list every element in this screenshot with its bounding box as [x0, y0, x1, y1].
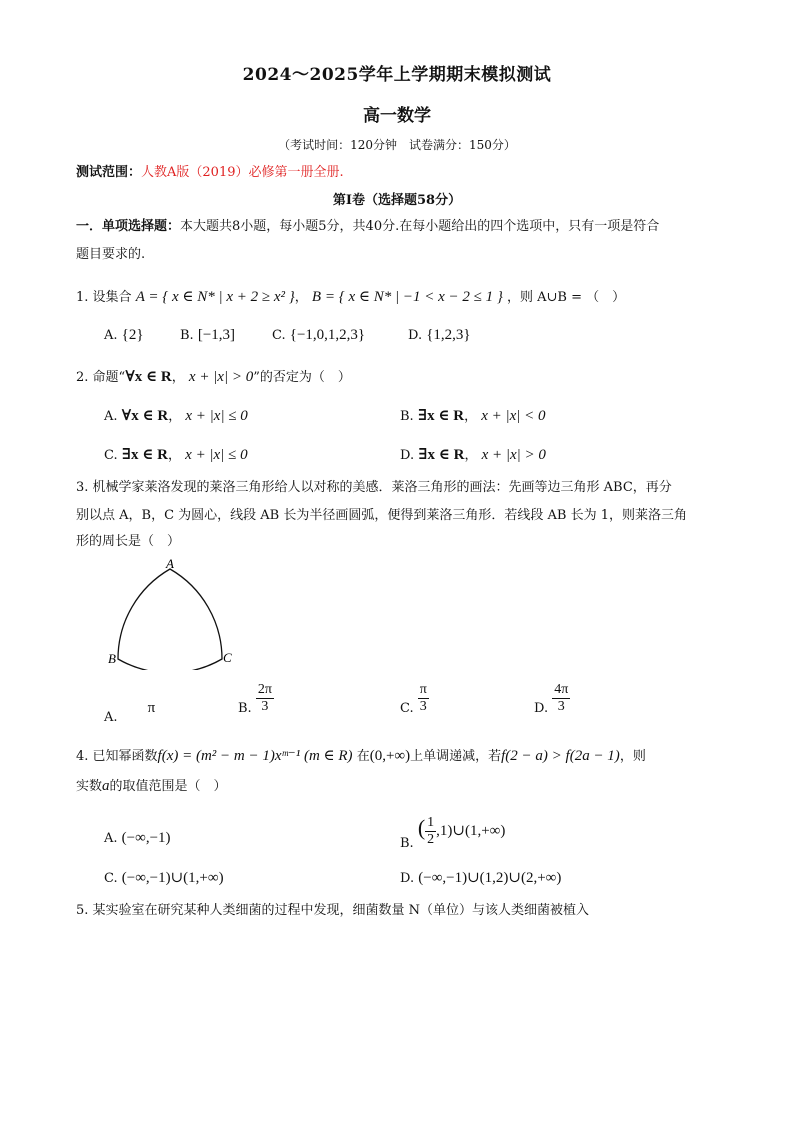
- option-fraction: [552, 682, 570, 715]
- q1-prefix: 1. 设集合: [76, 290, 132, 305]
- option-quant: ∃x ∈ R: [417, 408, 465, 424]
- option-value: [−1,3]: [197, 327, 236, 343]
- exam-info: （考试时间：120分钟 试卷满分：150分）: [278, 138, 516, 152]
- vertex-label-c: C: [223, 650, 232, 665]
- fraction-denominator: 3: [419, 699, 427, 714]
- option-sep: ，: [168, 448, 182, 463]
- q3-option-b: [238, 682, 274, 715]
- q1-suffix: ，则 A∪B = （ ）: [507, 290, 626, 305]
- option-label: A.: [104, 409, 118, 424]
- option-value: {−1,0,1,2,3}: [289, 327, 366, 343]
- option-value: π: [147, 700, 156, 716]
- option-value: {1,2,3}: [426, 327, 471, 343]
- option-label: A.: [104, 831, 118, 846]
- q2-expr2: x + |x| > 0: [188, 369, 254, 385]
- option-label: A.: [104, 328, 118, 343]
- q1-option-c: [272, 327, 365, 344]
- option-fraction: [418, 682, 429, 715]
- q4-option-d: [400, 870, 561, 887]
- fraction-denominator: 3: [557, 699, 565, 714]
- option-label: C.: [104, 448, 118, 463]
- fraction-denominator: 3: [261, 699, 269, 714]
- scope-value: 人教A版（2019）必修第一册全册.: [141, 165, 344, 180]
- option-value-rest: ,1)∪(1,+∞): [436, 823, 506, 839]
- option-expr: x + |x| ≤ 0: [185, 447, 248, 463]
- option-fraction: [256, 682, 274, 715]
- question-4-line1: [76, 748, 646, 765]
- scope-line: [76, 164, 344, 181]
- option-quant: ∃x ∈ R: [418, 447, 465, 463]
- option-sep: ，: [464, 409, 478, 424]
- q1-set-a: A = { x ∈ N* | x + 2 ≥ x² }: [135, 289, 295, 305]
- q2-suffix: ”的否定为（ ）: [253, 370, 351, 385]
- q4-suffix: ，则: [619, 749, 646, 764]
- q4-prefix: 4. 已知幂函数: [76, 749, 158, 764]
- q2-option-a: [104, 408, 248, 425]
- q3-option-a: [104, 700, 156, 725]
- q2-prefix: 2. 命题“: [76, 370, 126, 385]
- question-2-stem: [76, 369, 351, 386]
- q1-set-b: B = { x ∈ N* | −1 < x − 2 ≤ 1 }: [311, 289, 503, 305]
- fraction-numerator: 1: [427, 815, 435, 830]
- option-quant: ∀x ∈ R: [121, 408, 169, 424]
- section-intro-text: 本大题共8小题，每小题5分，共40分.在每小题给出的四个选项中，只有一项是符合: [180, 219, 660, 234]
- q4-interval: (0,+∞): [369, 748, 411, 764]
- option-label: D.: [408, 328, 423, 343]
- option-expr: x + |x| > 0: [481, 447, 546, 463]
- option-label: D.: [400, 448, 415, 463]
- fraction-numerator: π: [419, 682, 427, 697]
- option-sep: ，: [168, 409, 182, 424]
- question-3-line2: 别以点 A，B，C 为圆心，线段 AB 长为半径画圆弧，便得到莱洛三角形．若线段 AB 长为 1，则莱洛三角: [76, 508, 687, 523]
- q4-option-b: [400, 815, 506, 851]
- section-intro-line2: 题目要求的.: [76, 247, 146, 262]
- section-heading: 一．单项选择题：: [76, 219, 181, 234]
- q3-option-c: [400, 682, 429, 715]
- option-label: D.: [400, 871, 415, 886]
- q4-function: f(x) = (m² − m − 1)xᵐ⁻¹ (m ∈ R): [157, 748, 353, 764]
- q1-option-a: [104, 327, 144, 344]
- question-3-line3: 形的周长是（ ）: [76, 534, 181, 549]
- q2-option-d: [400, 447, 546, 464]
- reuleaux-triangle-figure: [100, 555, 250, 670]
- vertex-label-b: B: [108, 651, 116, 666]
- option-label: C.: [104, 871, 118, 886]
- q4-line2-suffix: 的取值范围是（ ）: [109, 779, 227, 794]
- q2-option-b: [400, 408, 546, 425]
- question-4-line2: [76, 778, 227, 795]
- option-fraction: [425, 815, 436, 848]
- option-label: A.: [104, 710, 118, 725]
- question-5-line1: 5. 某实验室在研究某种人类细菌的过程中发现，细菌数量 N（单位）与该人类细菌被植入: [76, 903, 590, 918]
- scope-label: 测试范围：: [76, 165, 142, 180]
- question-1-stem: [76, 289, 625, 306]
- q4-mid1: 在: [356, 749, 370, 764]
- q4-mid2: 上单调递减，若: [410, 749, 502, 764]
- q1-option-d: [408, 327, 471, 344]
- option-label: B.: [400, 409, 414, 424]
- option-value: (−∞,−1): [121, 830, 171, 846]
- fraction-denominator: 2: [427, 832, 435, 847]
- part-title: 第Ⅰ卷（选择题58分）: [332, 193, 462, 208]
- option-label: B.: [238, 701, 252, 716]
- option-label: D.: [534, 701, 549, 716]
- option-quant: ∃x ∈ R: [121, 447, 168, 463]
- option-label: C.: [272, 328, 286, 343]
- q3-option-d: [534, 682, 570, 715]
- option-value: (−∞,−1)∪(1,2)∪(2,+∞): [418, 870, 562, 886]
- q2-expr1: ∀x ∈ R: [125, 369, 172, 385]
- q4-variable: a: [102, 778, 110, 794]
- section-intro-line1: [76, 218, 659, 235]
- vertex-label-a: A: [166, 556, 174, 571]
- subject-title: 高一数学: [363, 106, 431, 126]
- q4-option-a: [104, 830, 171, 847]
- question-3-line1: 3. 机械学家莱洛发现的莱洛三角形给人以对称的美感．莱洛三角形的画法：先画等边三角形 ABC，再分: [76, 480, 672, 495]
- q4-option-c: [104, 870, 224, 887]
- option-expr: x + |x| < 0: [481, 408, 546, 424]
- open-paren: (: [417, 815, 426, 840]
- option-label: C.: [400, 701, 414, 716]
- option-value: {2}: [121, 327, 144, 343]
- q1-option-b: [180, 327, 235, 344]
- option-sep: ，: [464, 448, 478, 463]
- option-label: B.: [400, 836, 414, 851]
- q4-line2-prefix: 实数: [76, 779, 103, 794]
- q1-sep: ，: [294, 290, 308, 305]
- reuleaux-triangle-outline: [118, 569, 222, 670]
- q2-option-c: [104, 447, 248, 464]
- fraction-numerator: 4π: [554, 682, 569, 697]
- q2-sep: ，: [171, 370, 185, 385]
- q4-inequality: f(2 − a) > f(2a − 1): [501, 748, 620, 764]
- fraction-numerator: 2π: [257, 682, 272, 697]
- exam-title: 2024～2025学年上学期期末模拟测试: [242, 65, 552, 85]
- option-value: (−∞,−1)∪(1,+∞): [121, 870, 224, 886]
- option-label: B.: [180, 328, 194, 343]
- option-expr: x + |x| ≤ 0: [185, 408, 248, 424]
